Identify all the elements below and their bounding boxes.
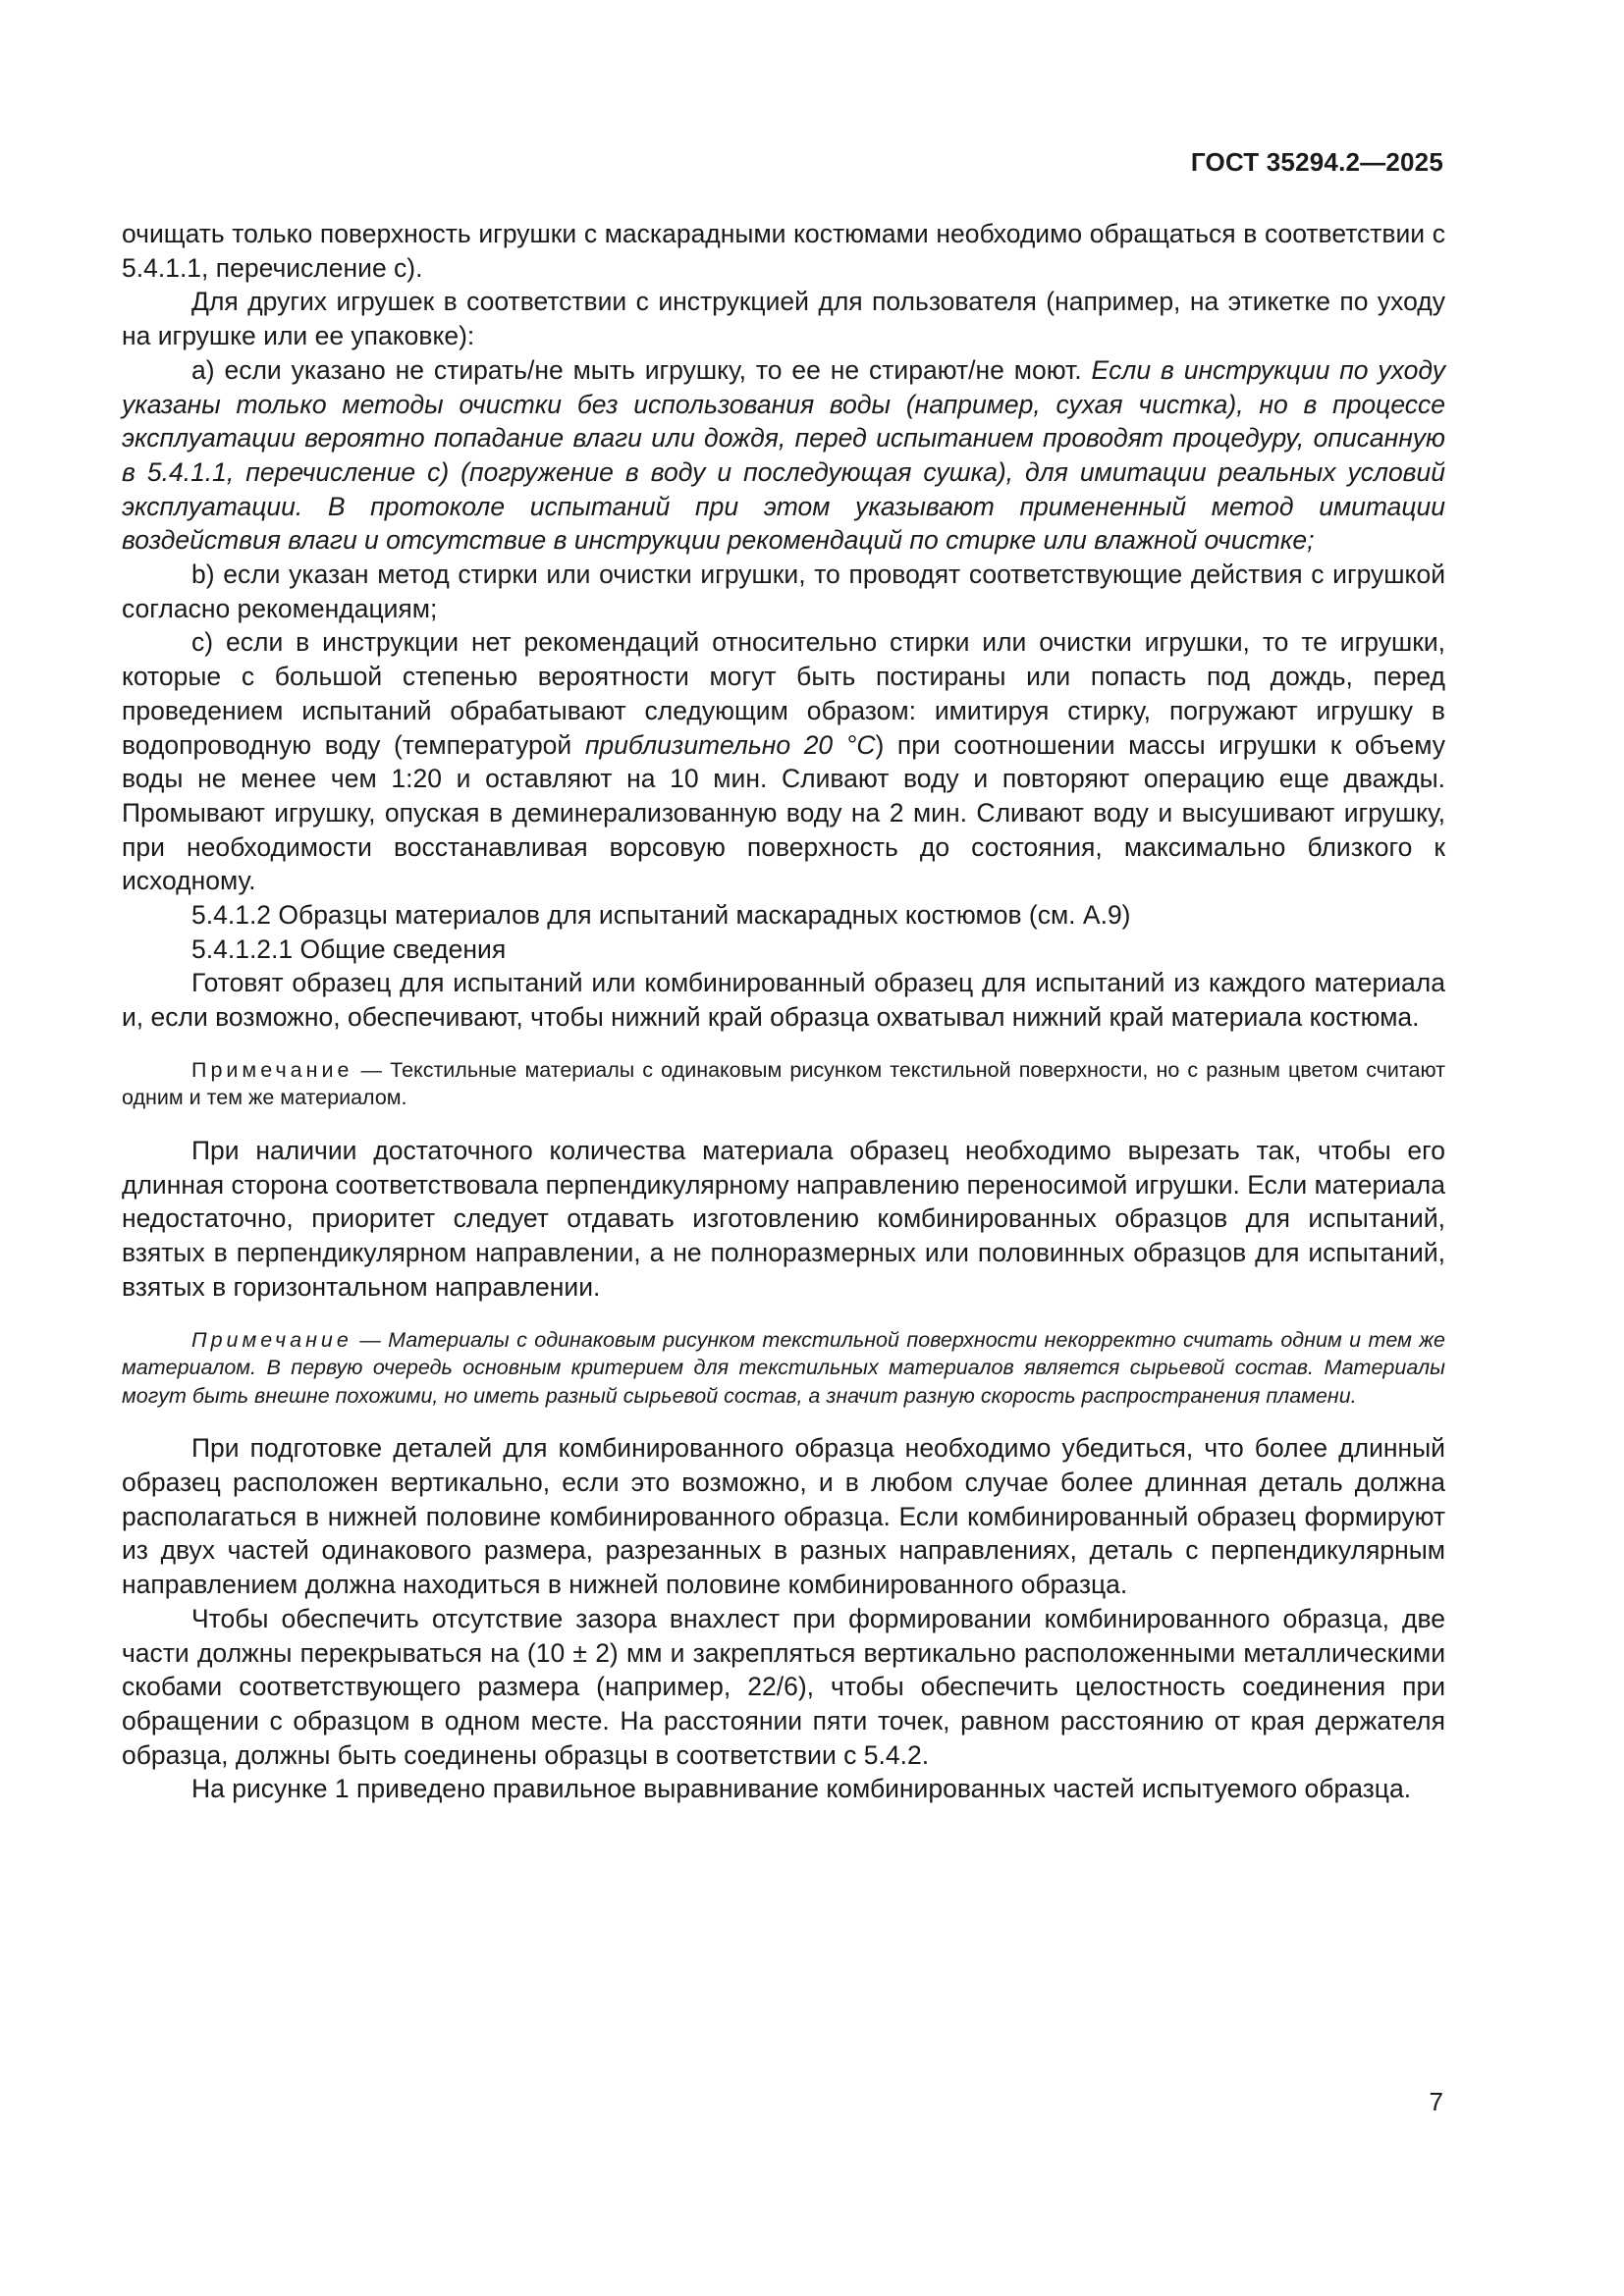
list-item-c-text-end: ) при соотношении массы игрушки к объему воды не менее чем 1:20 и оставляют на 10 мин. Сливают воду и повторяют операцию еще дважды. Промывают игрушку, опуская в деминерализованную воду на 2 мин. Сливают воду и высушивают игрушку, при необходимости восстанавливая ворсовую поверхность до состояния, максимально близкого к исходному. xyxy=(122,729,1445,896)
section-heading-5-4-1-2-1: 5.4.1.2.1 Общие сведения xyxy=(191,934,507,964)
paragraph-sample-prep: Готовят образец для испытаний или комбинированный образец для испытаний из каждого материала и, если возможно, обеспечивают, чтобы нижний край образца охватывал нижний край материала костюма. xyxy=(122,968,1445,1033)
page-number: 7 xyxy=(1429,2087,1443,2116)
list-item-b: b) если указан метод стирки или очистки игрушки, то проводят соответствующие действия с игрушкой согласно рекомендациям; xyxy=(122,560,1445,623)
list-item-a xyxy=(122,353,1445,558)
paragraph-combined-parts: При подготовке деталей для комбинированного образца необходимо убедиться, что более длинный образец расположен вертикально, если это возможно, и в любом случае более длинная деталь должна располагаться в нижней половине комбинированного образца. Если комбинированный образец формируют из двух частей одинакового размера, разрезанных в разных направлениях, деталь с перпендикулярным направлением должна находиться в нижней половине комбинированного образца. xyxy=(122,1433,1445,1600)
list-item-c-italic-insert: приблизительно 20 °С xyxy=(584,729,876,760)
paragraph-continuation: очищать только поверхность игрушки с маскарадными костюмами необходимо обращаться в соответствии с 5.4.1.1, перечисление с). xyxy=(122,219,1445,283)
note-2-text: — Материалы с одинаковым рисунком текстильной поверхности некорректно считать одним и тем же материалом. В первую очередь основным критерием для текстильных материалов является сырьевой состав. Материалы могут быть внешне похожими, но иметь разный сырьевой состав, а значит разную скорость распространения пламени. xyxy=(122,1327,1445,1408)
document-standard-header: ГОСТ 35294.2—2025 xyxy=(1190,147,1443,177)
list-item-a-italic-insert: Если в инструкции по уходу указаны только методы очистки без использования воды (например, сухая чистка), но в процессе эксплуатации вероятно попадание влаги или дождя, перед испытанием проводят процедуру, описанную в 5.4.1.1, перечисление с) (погружение в воду и последующая сушка), для имитации реальных условий эксплуатации. В протоколе испытаний при этом указывают примененный метод имитации воздействия влаги и отсутствие в инструкции рекомендаций по стирке или влажной очистке; xyxy=(122,354,1445,556)
paragraph-other-toys: Для других игрушек в соответствии с инструкцией для пользователя (например, на этикетке по уходу на игрушке или ее упаковке): xyxy=(122,287,1445,351)
document-body xyxy=(122,217,1445,1806)
note-2 xyxy=(122,1326,1445,1411)
list-item-a-text: а) если указано не стирать/не мыть игрушку, то ее не стирают/не моют. xyxy=(191,354,1082,385)
section-heading-5-4-1-2: 5.4.1.2 Образцы материалов для испытаний маскарадных костюмов (см. А.9) xyxy=(191,900,1131,931)
note-1 xyxy=(122,1056,1445,1112)
paragraph-overlap: Чтобы обеспечить отсутствие зазора внахлест при формировании комбинированного образца, две части должны перекрываться на (10 ± 2) мм и закрепляться вертикально расположенными металлическими скобами соответствующего размера (например, 22/6), чтобы обеспечить целостность соединения при обращении с образцом в одном месте. На расстоянии пяти точек, равном расстоянию от края держателя образца, должны быть соединены образцы в соответствии с 5.4.2. xyxy=(122,1603,1445,1770)
list-item-c xyxy=(122,625,1445,898)
note-1-label: Примечание xyxy=(191,1057,353,1082)
note-2-label: Примечание xyxy=(191,1327,352,1352)
paragraph-figure-reference: На рисунке 1 приведено правильное выравнивание комбинированных частей испытуемого образца. xyxy=(191,1774,1412,1804)
list-item-c-text-start: с) если в инструкции нет рекомендаций относительно стирки или очистки игрушки, то те игрушки, которые с большой степенью вероятности могут быть постираны или попасть под дождь, перед проведением испытаний обрабатывают следующим образом: имитируя стирку, погружают игрушку в водопроводную воду (температурой xyxy=(122,627,1445,760)
paragraph-cutting: При наличии достаточного количества материала образец необходимо вырезать так, чтобы его длинная сторона соответствовала перпендикулярному направлению переносимой игрушки. Если материала недостаточно, приоритет следует отдавать изготовлению комбинированных образцов для испытаний, взятых в перпендикулярном направлении, а не полноразмерных или половинных образцов для испытаний, взятых в горизонтальном направлении. xyxy=(122,1136,1445,1302)
note-1-text: — Текстильные материалы с одинаковым рисунком текстильной поверхности, но с разным цветом считают одним и тем же материалом. xyxy=(122,1057,1445,1110)
